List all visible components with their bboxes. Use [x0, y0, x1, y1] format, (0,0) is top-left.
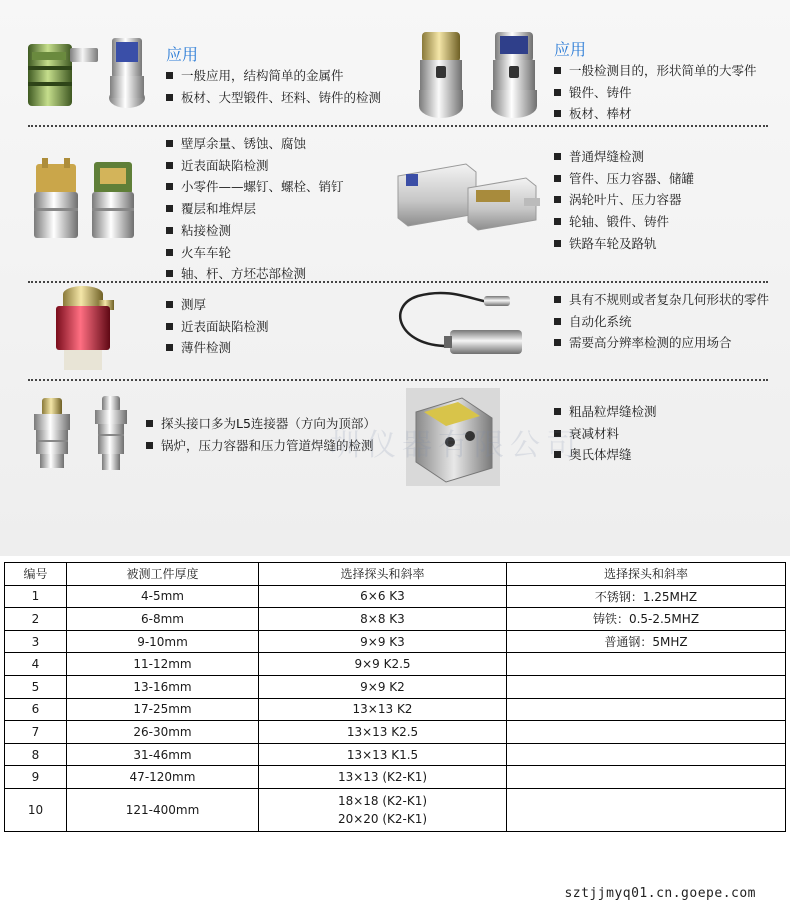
cell-thickness: 11-12mm	[67, 653, 259, 676]
header-no: 编号	[5, 563, 67, 586]
list-item: 火车车轮	[166, 242, 344, 264]
cell-probe: 8×8 K3	[259, 608, 507, 631]
cell-probe: 13×13 K2	[259, 698, 507, 721]
probe-image-dual-element-green	[88, 158, 138, 238]
probe-image-straight-green	[22, 40, 104, 110]
list-item: 覆层和堆焊层	[166, 198, 344, 220]
table-row	[5, 743, 786, 766]
probe-image-l5-connector-silver	[92, 394, 130, 472]
section-divider	[28, 281, 768, 283]
footer-site-url: sztjjmyq01.cn.goepe.com	[564, 886, 756, 901]
cell-note: 普通钢：5MHZ	[507, 630, 786, 653]
probe-selection-table	[4, 562, 786, 832]
header-thickness: 被测工件厚度	[67, 563, 259, 586]
cell-thickness: 121-400mm	[67, 788, 259, 831]
cell-no: 4	[5, 653, 67, 676]
list-item: 需要高分辨率检测的应用场合	[554, 332, 769, 354]
list-item: 一般检测目的，形状简单的大零件	[554, 60, 757, 82]
table-row	[5, 653, 786, 676]
section-divider	[28, 379, 768, 381]
list-item: 衰减材料	[554, 423, 657, 445]
table-row	[5, 698, 786, 721]
list-item: 轮轴、锻件、铸件	[554, 211, 694, 233]
list-item: 板材、大型锻件、坯料、铸件的检测	[166, 87, 381, 109]
cell-probe: 6×6 K3	[259, 585, 507, 608]
cell-thickness: 17-25mm	[67, 698, 259, 721]
list-item: 锻件、铸件	[554, 82, 757, 104]
cell-thickness: 26-30mm	[67, 721, 259, 744]
cell-probe: 9×9 K3	[259, 630, 507, 653]
cell-probe: 13×13 K1.5	[259, 743, 507, 766]
list-item: 板材、棒材	[554, 103, 757, 125]
cell-probe-line-1: 18×18 (K2-K1)	[337, 793, 428, 808]
probe-image-straight-gold	[416, 30, 466, 120]
probe-image-dual-element-gold	[30, 158, 82, 238]
cell-note: 铸铁：0.5-2.5MHZ	[507, 608, 786, 631]
cell-thickness: 9-10mm	[67, 630, 259, 653]
probe-image-straight-silver-large	[488, 30, 540, 120]
cell-no: 8	[5, 743, 67, 766]
list-item: 近表面缺陷检测	[166, 316, 269, 338]
cell-thickness: 31-46mm	[67, 743, 259, 766]
section-2-right-list	[554, 146, 694, 255]
cell-probe: 13×13 (K2-K1)	[259, 766, 507, 789]
cell-thickness: 13-16mm	[67, 675, 259, 698]
section-1-right-heading: 应用	[554, 40, 587, 59]
watermark-text: 圳仪器有限公司	[330, 428, 582, 463]
list-item: 奥氏体焊缝	[554, 444, 657, 466]
cell-no: 7	[5, 721, 67, 744]
section-3-right-list	[554, 289, 769, 354]
section-1-left-list	[166, 65, 381, 108]
cell-no: 3	[5, 630, 67, 653]
cell-no: 9	[5, 766, 67, 789]
cell-probe: 13×13 K2.5	[259, 721, 507, 744]
table-row	[5, 585, 786, 608]
list-item: 一般应用，结构简单的金属件	[166, 65, 381, 87]
cell-no: 2	[5, 608, 67, 631]
cell-probe	[259, 788, 507, 831]
probe-image-l5-connector-gold	[30, 396, 74, 470]
list-item: 小零件——螺钉、螺栓、销钉	[166, 176, 344, 198]
table-header-row	[5, 563, 786, 586]
cell-note	[507, 698, 786, 721]
section-3-left-list	[166, 294, 269, 359]
cell-note	[507, 675, 786, 698]
list-item: 近表面缺陷检测	[166, 155, 344, 177]
cell-thickness: 6-8mm	[67, 608, 259, 631]
cell-note: 不锈钢：1.25MHZ	[507, 585, 786, 608]
cell-no: 1	[5, 585, 67, 608]
cell-note	[507, 721, 786, 744]
header-probe: 选择探头和斜率	[259, 563, 507, 586]
probe-image-straight-silver	[106, 36, 148, 110]
cell-no: 5	[5, 675, 67, 698]
table-row	[5, 630, 786, 653]
list-item: 锅炉，压力容器和压力管道焊缝的检测	[146, 435, 376, 457]
list-item: 壁厚余量、锈蚀、腐蚀	[166, 133, 344, 155]
list-item: 探头接口多为L5连接器（方向为顶部）	[146, 413, 376, 435]
cell-note	[507, 766, 786, 789]
cell-note	[507, 788, 786, 831]
list-item: 粘接检测	[166, 220, 344, 242]
cell-no: 6	[5, 698, 67, 721]
table-row	[5, 675, 786, 698]
list-item: 轴、杆、方坯芯部检测	[166, 263, 344, 285]
list-item: 粗晶粒焊缝检测	[554, 401, 657, 423]
list-item: 具有不规则或者复杂几何形状的零件	[554, 289, 769, 311]
list-item: 测厚	[166, 294, 269, 316]
list-item: 薄件检测	[166, 337, 269, 359]
cell-probe: 9×9 K2.5	[259, 653, 507, 676]
section-2-left-list	[166, 133, 344, 285]
section-1-left-heading: 应用	[166, 45, 199, 64]
cell-note	[507, 743, 786, 766]
list-item: 普通焊缝检测	[554, 146, 694, 168]
list-item: 自动化系统	[554, 311, 769, 333]
table-row	[5, 608, 786, 631]
cell-thickness: 4-5mm	[67, 585, 259, 608]
header-probe-2: 选择探头和斜率	[507, 563, 786, 586]
cell-probe-line-2: 20×20 (K2-K1)	[337, 811, 428, 826]
table-row	[5, 788, 786, 831]
list-item: 涡轮叶片、压力容器	[554, 189, 694, 211]
list-item: 管件、压力容器、储罐	[554, 168, 694, 190]
section-divider	[28, 125, 768, 127]
probe-image-angle-beam-pair	[396, 158, 548, 236]
table-row	[5, 766, 786, 789]
table-row	[5, 721, 786, 744]
section-1-right-list	[554, 60, 757, 125]
probe-image-delay-line-red	[50, 282, 116, 372]
cell-no: 10	[5, 788, 67, 831]
probe-image-immersion-cable	[388, 286, 530, 364]
cell-note	[507, 653, 786, 676]
list-item: 铁路车轮及路轨	[554, 233, 694, 255]
cell-thickness: 47-120mm	[67, 766, 259, 789]
cell-probe: 9×9 K2	[259, 675, 507, 698]
